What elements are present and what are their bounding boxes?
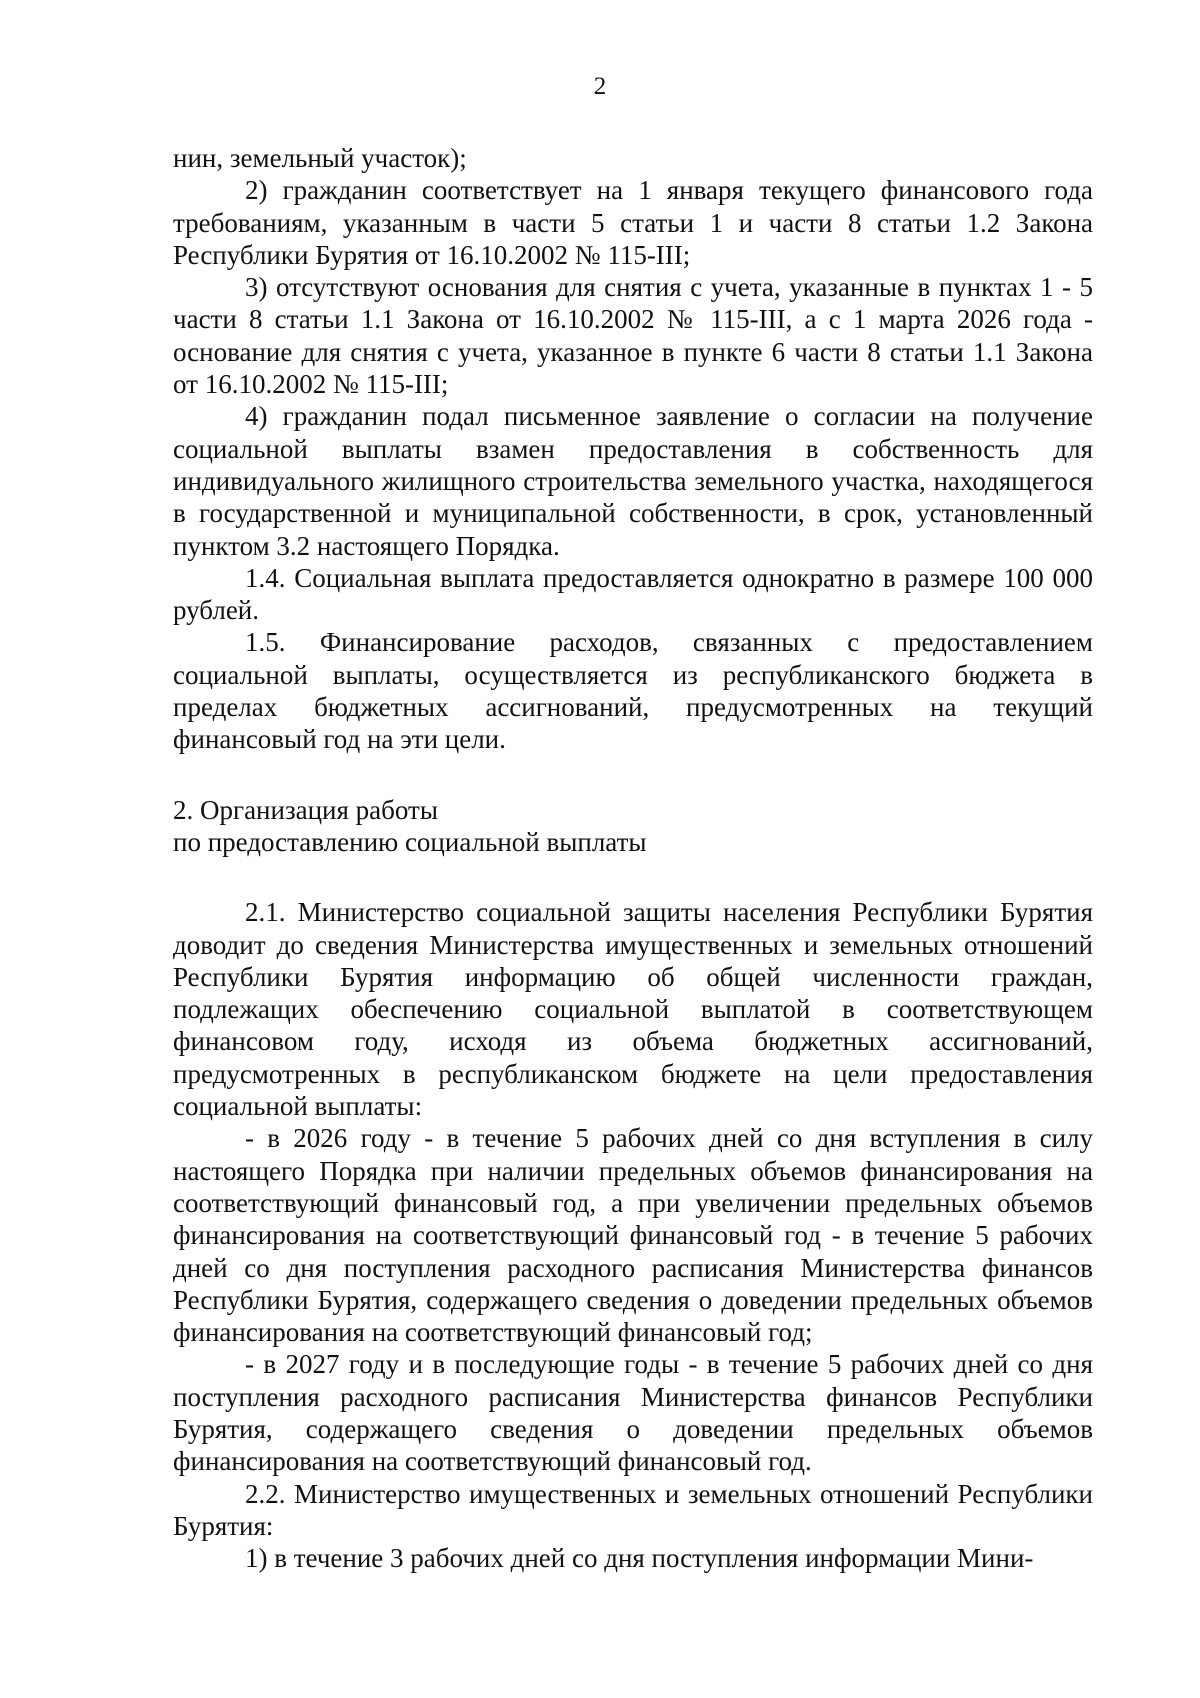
paragraph-2-1: 2.1. Министерство социальной защиты населения Республики Бурятия доводит до сведения Министерства имущественных и земельных отношений Республики Бурятия информацию об общей численности граждан, подлежащих обеспечению социальной выплатой в соответствующем финансовом году, исходя из объема бюджетных ассигнований, предусмотренных в республиканском бюджете на цели предоставления социальной выплаты: <box>173 897 1093 1122</box>
paragraph-item-2: 2) гражданин соответствует на 1 января текущего финансового года требованиям, указанным в части 5 статьи 1 и части 8 статьи 1.2 Закона Республики Бурятия от 16.10.2002 № 115-III; <box>173 175 1093 270</box>
paragraph-1-5: 1.5. Финансирование расходов, связанных с предоставлением социальной выплаты, осуществляется из республиканского бюджета в пределах бюджетных ассигнований, предусмотренных на текущий финансовый год на эти цели. <box>173 627 1093 755</box>
paragraph-1-4: 1.4. Социальная выплата предоставляется однократно в размере 100 000 рублей. <box>173 562 1093 626</box>
paragraph-2-1-dash-2026: - в 2026 году - в течение 5 рабочих дней со дня вступления в силу настоящего Порядка при наличии предельных объемов финансирования на соответствующий финансовый год, а при увеличении предельных объемов финансирования на соответствующий финансовый год - в течение 5 рабочих дней со дня поступления расходного расписания Министерства финансов Республики Бурятия, содержащего сведения о доведении предельных объемов финансирования на соответствующий финансовый год; <box>173 1123 1093 1348</box>
page-number: 2 <box>593 73 607 100</box>
paragraph-2-2: 2.2. Министерство имущественных и земельных отношений Республики Бурятия: <box>173 1478 1093 1541</box>
paragraph-item-3: 3) отсутствуют основания для снятия с учета, указанные в пунктах 1 - 5 части 8 статьи 1.1 Закона от 16.10.2002 № 115-III, а с 1 марта 2026 года - основание для снятия с учета, указанное в пункте 6 части 8 статьи 1.1 Закона от 16.10.2002 № 115-III; <box>173 272 1093 400</box>
paragraph-2-2-item-1: 1) в течение 3 рабочих дней со дня поступления информации Мини- <box>245 1543 1034 1574</box>
paragraph-continuation: нин, земельный участок); <box>173 143 467 173</box>
section-heading-line-1: 2. Организация работы <box>173 794 438 825</box>
document-body <box>173 142 1093 1574</box>
paragraph-2-1-dash-2027: - в 2027 году и в последующие годы - в течение 5 рабочих дней со дня поступления расходного расписания Министерства финансов Республики Бурятия, содержащего сведения о доведении предельных объемов финансирования на соответствующий финансовый год. <box>173 1349 1093 1477</box>
paragraph-item-4: 4) гражданин подал письменное заявление о согласии на получение социальной выплаты взамен предоставления в собственность для индивидуального жилищного строительства земельного участка, находящегося в государственной и муниципальной собственности, в срок, установленный пунктом 3.2 настоящего Порядка. <box>173 401 1093 561</box>
section-heading-line-2: по предоставлению социальной выплаты <box>173 826 647 857</box>
